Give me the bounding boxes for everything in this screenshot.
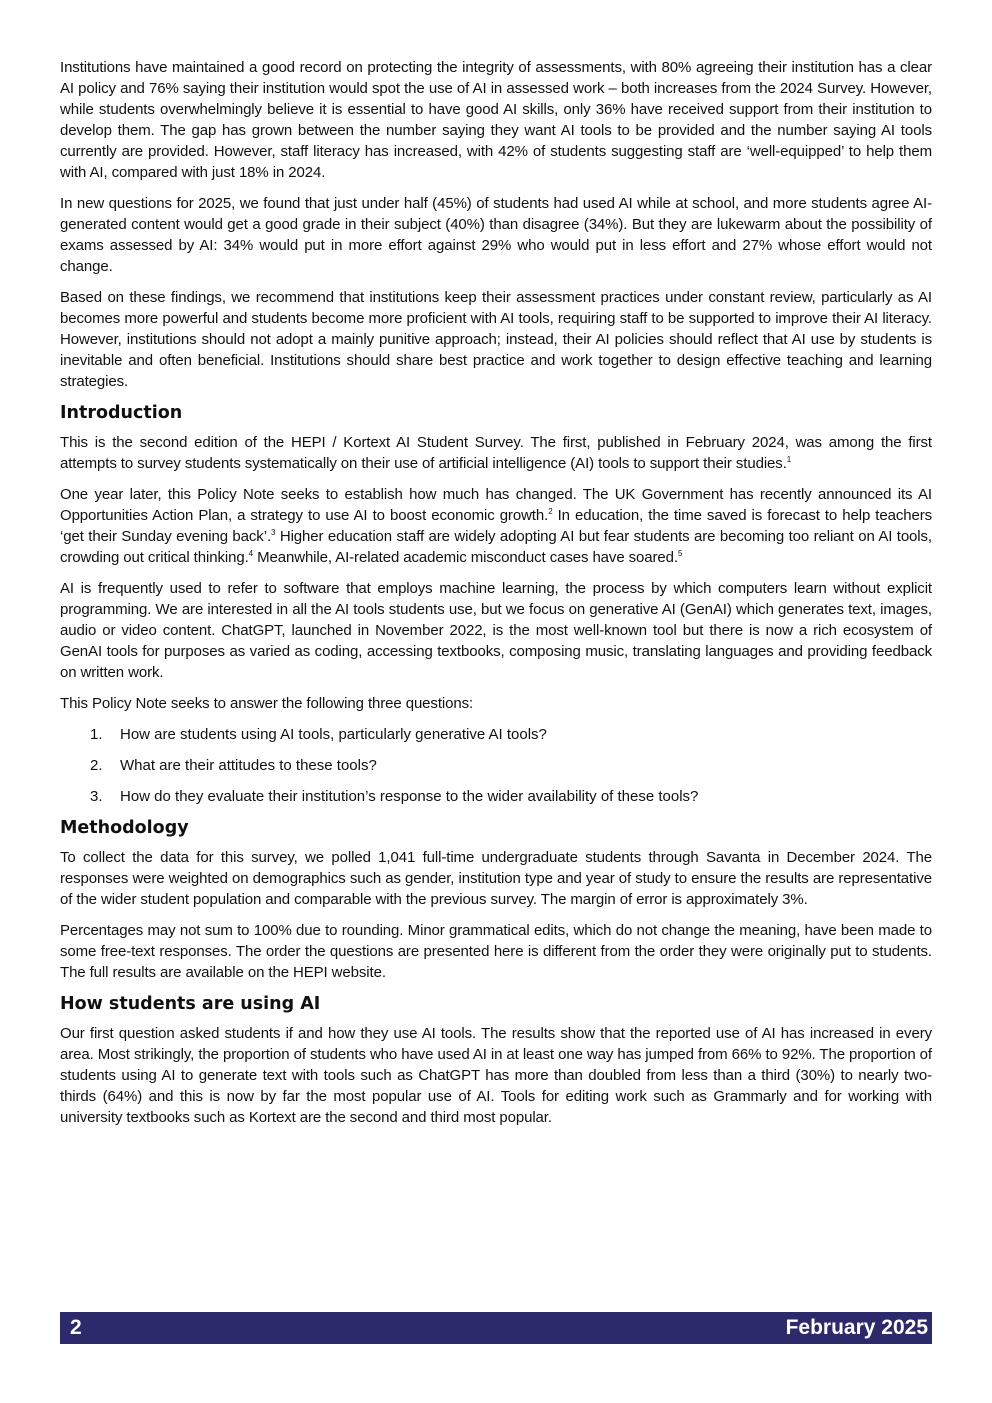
- introduction-paragraph-3: AI is frequently used to refer to software that employs machine learning, the process by which computers learn without explicit programming. We are interested in all the AI tools students use, but we focus on generative AI (GenAI) which generates text, images, audio or video content. ChatGPT, launched in November 2022, is the most well-known tool but there is now a rich ecosystem of GenAI tools for purposes as varied as coding, accessing textbooks, composing music, translating languages and providing feedback on written work.: [60, 580, 932, 681]
- usage-paragraph-1: Our first question asked students if and how they use AI tools. The results show that the reported use of AI has increased in every area. Most strikingly, the proportion of students who have used AI in at least one way has jumped from 66% to 92%. The proportion of students using AI to generate text with tools such as ChatGPT has more than doubled from less than a third (30%) to nearly two-thirds (64%) and this is now by far the most popular use of AI. Tools for editing work such as Grammarly and for working with university textbooks such as Kortext are the second and third most popular.: [60, 1025, 932, 1126]
- introduction-paragraph-1: [60, 432, 932, 474]
- questions-list: [60, 724, 932, 807]
- summary-paragraph-3: Based on these findings, we recommend that institutions keep their assessment practices under constant review, particularly as AI becomes more powerful and students become more proficient with AI tools, requiring staff to be supported to improve their AI literacy. However, institutions should not adopt a mainly punitive approach; instead, their AI policies should reflect that AI use by students is inevitable and often beneficial. Institutions should share best practice and work together to design effective teaching and learning strategies.: [60, 289, 932, 390]
- document-page: [60, 57, 932, 1138]
- page-number: 2: [70, 1316, 82, 1339]
- intro-p1-text: This is the second edition of the HEPI / Kortext AI Student Survey. The first, published in February 2024, was among the first attempts to survey students systematically on their use of artificial intelligence (AI) tools to support their studies.: [60, 434, 932, 472]
- list-text: How do they evaluate their institution’s response to the wider availability of these tools?: [120, 788, 699, 805]
- intro-p2-s1: One year later, this Policy Note seeks to establish how much has changed. The UK Government has recently announced its AI Opportunities Action Plan, a strategy to use AI to boost economic growth.: [60, 486, 932, 524]
- list-text: What are their attitudes to these tools?: [120, 757, 377, 774]
- publication-date: February 2025: [785, 1316, 928, 1339]
- intro-p2-s2: In education, the time saved is forecast to help teachers ‘get their Sunday evening back’.: [60, 507, 932, 545]
- introduction-paragraph-4: This Policy Note seeks to answer the following three questions:: [60, 695, 474, 712]
- methodology-paragraph-1: To collect the data for this survey, we polled 1,041 full-time undergraduate students through Savanta in December 2024. The responses were weighted on demographics such as gender, institution type and year of study to ensure the results are representative of the wider student population and comparable with the previous survey. The margin of error is approximately 3%.: [60, 849, 932, 908]
- list-text: How are students using AI tools, particularly generative AI tools?: [120, 726, 547, 743]
- list-item: [60, 786, 932, 807]
- methodology-heading: Methodology: [60, 818, 189, 838]
- footnote-ref-2[interactable]: 2: [548, 507, 553, 516]
- page-footer: [60, 1312, 932, 1344]
- introduction-heading: Introduction: [60, 403, 183, 423]
- summary-paragraph-1: Institutions have maintained a good record on protecting the integrity of assessments, with 80% agreeing their institution has a clear AI policy and 76% saying their institution would spot the use of AI in assessed work – both increases from the 2024 Survey. However, while students overwhelmingly believe it is essential to have good AI skills, only 36% have received support from their institution to develop them. The gap has grown between the number saying they want AI tools to be provided and the number saying AI tools currently are provided. However, staff literacy has increased, with 42% of students suggesting staff are ‘well-equipped’ to help them with AI, compared with just 18% in 2024.: [60, 59, 932, 181]
- summary-paragraph-2: In new questions for 2025, we found that just under half (45%) of students had used AI while at school, and more students agree AI-generated content would get a good grade in their subject (40%) than disagree (34%). But they are lukewarm about the possibility of exams assessed by AI: 34% would put in more effort against 29% who would put in less effort and 27% whose effort would not change.: [60, 195, 932, 275]
- list-item: [60, 724, 932, 745]
- introduction-paragraph-2: [60, 484, 932, 568]
- list-item: [60, 755, 932, 776]
- list-number: 1.: [90, 726, 103, 743]
- footnote-ref-5[interactable]: 5: [677, 549, 683, 558]
- intro-p2-s3: Higher education staff are widely adopting AI but fear students are becoming too reliant on AI tools, crowding out critical thinking.: [60, 528, 932, 566]
- list-number: 2.: [90, 757, 103, 774]
- list-number: 3.: [90, 788, 103, 805]
- footnote-ref-4[interactable]: 4: [248, 549, 254, 558]
- usage-heading: How students are using AI: [60, 994, 321, 1014]
- methodology-paragraph-2: Percentages may not sum to 100% due to rounding. Minor grammatical edits, which do not change the meaning, have been made to some free-text responses. The order the questions are presented here is different from the order they were originally put to students. The full results are available on the HEPI website.: [60, 922, 932, 981]
- intro-p2-s4: Meanwhile, AI-related academic misconduct cases have soared.: [253, 549, 678, 566]
- footnote-ref-1[interactable]: 1: [786, 455, 792, 464]
- footnote-ref-3[interactable]: 3: [271, 528, 276, 537]
